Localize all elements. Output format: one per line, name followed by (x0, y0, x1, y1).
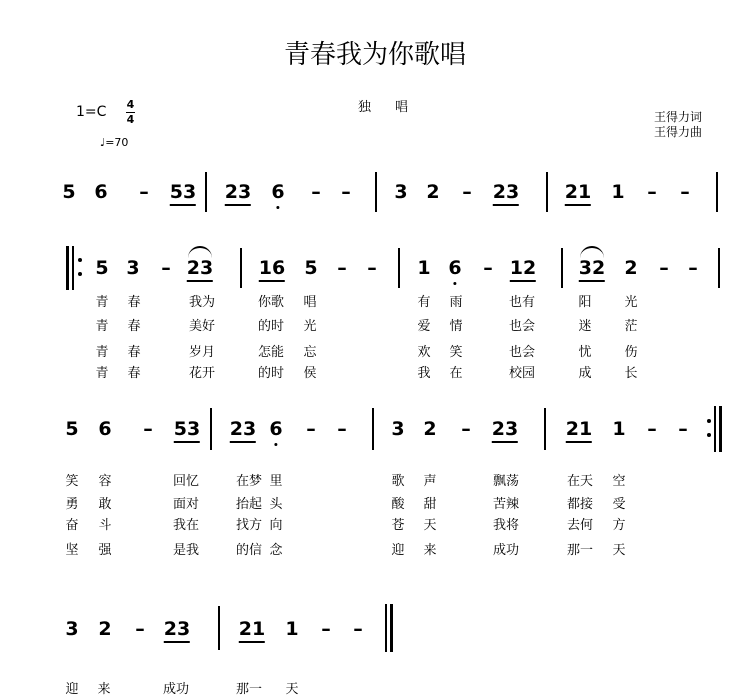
lyric-word: 念 (269, 543, 283, 558)
dash: – (680, 181, 690, 203)
lyric-word: 里 (269, 474, 283, 489)
repeat-dot (707, 433, 711, 437)
lyric-word: 爱 (417, 319, 431, 334)
lyric-word: 校园 (508, 366, 536, 381)
note: 21 (566, 418, 592, 443)
lyric-word: 我为 (188, 295, 216, 310)
barline (205, 172, 207, 212)
dash: – (367, 257, 377, 279)
lyric-word: 笑 (65, 474, 79, 489)
lyric-word: 青 (95, 319, 109, 334)
dash: – (337, 257, 347, 279)
time-denominator: 4 (126, 113, 135, 126)
lyric-word: 阳 (578, 295, 592, 310)
repeat-end-thick (719, 406, 722, 452)
lyric-word: 抬起 (235, 497, 263, 512)
lyric-word: 受 (612, 497, 626, 512)
note: 53 (174, 418, 200, 443)
repeat-dot (78, 272, 82, 276)
lyric-word: 回忆 (172, 474, 200, 489)
lyric-word: 也有 (508, 295, 536, 310)
lyric-word: 成功 (162, 682, 190, 697)
lyric-word: 长 (624, 366, 638, 381)
note: 5 (62, 181, 76, 203)
key-signature: 1=C (76, 104, 107, 120)
note: 3 (394, 181, 408, 203)
note: 3 (126, 257, 140, 279)
lyric-word: 成 (578, 366, 592, 381)
lyric-word: 忘 (303, 345, 317, 360)
repeat-start-thin (72, 246, 74, 290)
barline (210, 408, 212, 450)
note: 23 (230, 418, 256, 443)
note: 12 (510, 257, 536, 282)
dash: – (143, 418, 153, 440)
dash: – (337, 418, 347, 440)
lyric-word: 来 (423, 543, 437, 558)
lyric-word: 容 (98, 474, 112, 489)
final-barline-thin (385, 604, 387, 652)
dash: – (647, 181, 657, 203)
lyric-word: 勇 (65, 497, 79, 512)
note: 23 (225, 181, 251, 206)
note: 23 (187, 257, 213, 282)
lyric-word: 光 (624, 295, 638, 310)
lyric-word: 青 (95, 295, 109, 310)
note: 5 (304, 257, 318, 279)
dash: – (659, 257, 669, 279)
note: 2 (624, 257, 638, 279)
lyric-word: 飘荡 (492, 474, 520, 489)
barline (716, 172, 718, 212)
note: 23 (164, 618, 190, 643)
dash: – (135, 618, 145, 640)
note: 6 (98, 418, 112, 440)
dash: – (139, 181, 149, 203)
lyric-word: 空 (612, 474, 626, 489)
note: 6 (448, 257, 462, 279)
lyric-word: 岁月 (188, 345, 216, 360)
lyric-word: 的信 (235, 543, 263, 558)
dash: – (353, 618, 363, 640)
lyric-word: 唱 (303, 295, 317, 310)
dash: – (311, 181, 321, 203)
note: 32 (579, 257, 605, 282)
lyric-word: 那一 (235, 682, 263, 697)
lyric-word: 苍 (391, 518, 405, 533)
lyric-word: 向 (269, 518, 283, 533)
performance-type: 独唱 (358, 100, 433, 115)
lyric-word: 怎能 (257, 345, 285, 360)
dash: – (341, 181, 351, 203)
dash: – (306, 418, 316, 440)
lyric-word: 方 (612, 518, 626, 533)
barline (372, 408, 374, 450)
lyric-word: 酸 (391, 497, 405, 512)
time-numerator: 4 (126, 98, 135, 111)
lyric-word: 敢 (98, 497, 112, 512)
lyric-word: 茫 (624, 319, 638, 334)
lyric-word: 笑 (449, 345, 463, 360)
dash: – (161, 257, 171, 279)
lyric-word: 情 (449, 319, 463, 334)
lyric-word: 那一 (566, 543, 594, 558)
dash: – (461, 418, 471, 440)
tempo-marking: ♩=70 (100, 136, 129, 149)
lyric-word: 强 (98, 543, 112, 558)
lyric-word: 春 (127, 295, 141, 310)
lyric-word: 找方 (235, 518, 263, 533)
repeat-dot (78, 258, 82, 262)
lyric-word: 有 (417, 295, 431, 310)
dash: – (462, 181, 472, 203)
barline (544, 408, 546, 450)
note: 16 (259, 257, 285, 282)
lyric-word: 甜 (423, 497, 437, 512)
note: 6 (271, 181, 285, 203)
lyric-word: 美好 (188, 319, 216, 334)
composer-credit: 王得力曲 (654, 125, 703, 139)
lyric-word: 我将 (492, 518, 520, 533)
lyric-word: 声 (423, 474, 437, 489)
barline (218, 606, 220, 650)
repeat-end-thin (714, 406, 716, 452)
time-signature (126, 99, 135, 126)
note: 23 (492, 418, 518, 443)
lyric-word: 在 (449, 366, 463, 381)
note: 53 (170, 181, 196, 206)
lyric-word: 坚 (65, 543, 79, 558)
note: 5 (65, 418, 79, 440)
lyric-word: 去何 (566, 518, 594, 533)
lyric-word: 苦辣 (492, 497, 520, 512)
note: 6 (269, 418, 283, 440)
note: 1 (611, 181, 625, 203)
lyric-word: 天 (612, 543, 626, 558)
note: 3 (65, 618, 79, 640)
lyricist-credit: 王得力词 (654, 110, 703, 124)
repeat-start-thick (66, 246, 69, 290)
note: 3 (391, 418, 405, 440)
barline (561, 248, 563, 288)
lyric-word: 的时 (257, 366, 285, 381)
lyric-word: 在梦 (235, 474, 263, 489)
lyric-word: 青 (95, 366, 109, 381)
lyric-word: 青 (95, 345, 109, 360)
note: 1 (417, 257, 431, 279)
note: 21 (565, 181, 591, 206)
lyric-word: 是我 (172, 543, 200, 558)
dash: – (688, 257, 698, 279)
barline (718, 248, 720, 288)
note: 5 (95, 257, 109, 279)
lyric-word: 你歌 (257, 295, 285, 310)
dash: – (321, 618, 331, 640)
dash: – (678, 418, 688, 440)
lyric-word: 面对 (172, 497, 200, 512)
lyric-word: 春 (127, 319, 141, 334)
lyric-word: 伤 (624, 345, 638, 360)
lyric-word: 天 (285, 682, 299, 697)
lyric-word: 迷 (578, 319, 592, 334)
note: 21 (239, 618, 265, 643)
lyric-word: 春 (127, 345, 141, 360)
lyric-word: 迎 (65, 682, 79, 697)
lyric-word: 侯 (303, 366, 317, 381)
final-barline-thick (390, 604, 393, 652)
lyric-word: 光 (303, 319, 317, 334)
barline (398, 248, 400, 288)
lyric-word: 成功 (492, 543, 520, 558)
dash: – (647, 418, 657, 440)
lyric-word: 头 (269, 497, 283, 512)
note: 1 (612, 418, 626, 440)
barline (546, 172, 548, 212)
note: 2 (98, 618, 112, 640)
note: 23 (493, 181, 519, 206)
lyric-word: 雨 (449, 295, 463, 310)
lyric-word: 的时 (257, 319, 285, 334)
barline (240, 248, 242, 288)
lyric-word: 斗 (98, 518, 112, 533)
lyric-word: 天 (423, 518, 437, 533)
lyric-word: 在天 (566, 474, 594, 489)
lyric-word: 迎 (391, 543, 405, 558)
dash: – (483, 257, 493, 279)
lyric-word: 奋 (65, 518, 79, 533)
repeat-dot (707, 419, 711, 423)
note: 6 (94, 181, 108, 203)
song-title: 青春我为你歌唱 (283, 40, 466, 70)
lyric-word: 春 (127, 366, 141, 381)
note: 2 (423, 418, 437, 440)
lyric-word: 都接 (566, 497, 594, 512)
note: 1 (285, 618, 299, 640)
lyric-word: 花开 (188, 366, 216, 381)
lyric-word: 我在 (172, 518, 200, 533)
lyric-word: 歌 (391, 474, 405, 489)
lyric-word: 我 (417, 366, 431, 381)
lyric-word: 也会 (508, 345, 536, 360)
lyric-word: 来 (97, 682, 111, 697)
note: 2 (426, 181, 440, 203)
lyric-word: 忧 (578, 345, 592, 360)
barline (375, 172, 377, 212)
lyric-word: 欢 (417, 345, 431, 360)
lyric-word: 也会 (508, 319, 536, 334)
